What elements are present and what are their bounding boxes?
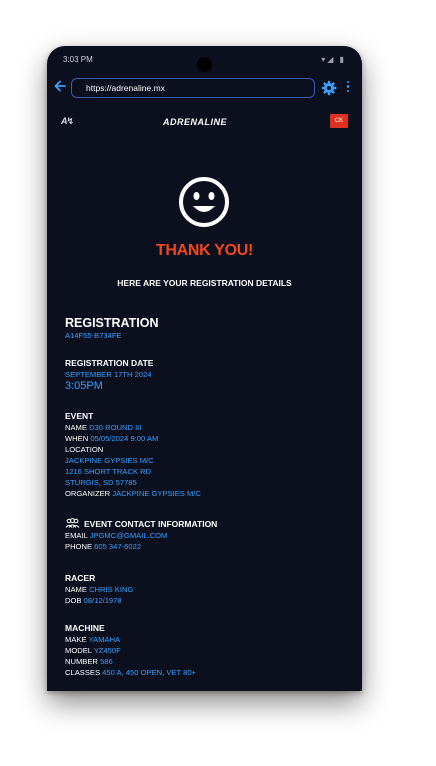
registration-id: A14F55-B734FE <box>65 331 122 340</box>
machine-model-value: YZ450F <box>93 646 121 655</box>
site-header <box>47 112 362 132</box>
event-name-value: D30 ROUND III <box>89 423 142 432</box>
machine-section <box>65 622 196 678</box>
back-arrow-icon[interactable] <box>53 79 71 97</box>
machine-classes-value: 450 A, 450 OPEN, VET 80+ <box>102 668 196 677</box>
event-heading: EVENT <box>65 411 94 421</box>
machine-number-label: NUMBER <box>65 657 98 666</box>
event-location-line3: STURGIS, SD 57785 <box>65 478 137 487</box>
details-subtitle: HERE ARE YOUR REGISTRATION DETAILS <box>117 278 292 288</box>
event-when-label: WHEN <box>65 434 89 443</box>
status-bar <box>47 46 362 72</box>
contact-email-label: EMAIL <box>65 531 88 540</box>
event-name-label: NAME <box>65 423 87 432</box>
smiley-icon <box>178 176 230 228</box>
machine-classes-label: CLASSES <box>65 668 101 677</box>
event-location-label: LOCATION <box>65 445 104 454</box>
ck-button[interactable]: CK <box>330 114 348 128</box>
contact-phone-value[interactable]: 605 347-6022 <box>94 542 142 551</box>
registration-heading: REGISTRATION <box>65 316 159 330</box>
racer-section <box>65 572 133 606</box>
contact-phone-label: PHONE <box>65 542 93 551</box>
racer-name-label: NAME <box>65 585 87 594</box>
racer-name-value: CHRIS KING <box>89 585 134 594</box>
event-organizer-value: JACKPINE GYPSIES M/C <box>112 489 201 498</box>
system-status-icons: ▾◢ ▮ <box>321 55 346 64</box>
more-menu-icon[interactable] <box>346 81 350 95</box>
brand-logo[interactable]: ADRENALINE <box>163 117 228 127</box>
contact-section <box>65 518 217 552</box>
thank-you-heading: THANK YOU! <box>155 242 254 259</box>
racer-dob-label: DOB <box>65 596 82 605</box>
phone-screen <box>47 46 362 691</box>
event-when-value: 05/05/2024 9:00 AM <box>90 434 159 443</box>
url-text: https://adrenaline.mx <box>86 83 165 93</box>
machine-model-label: MODEL <box>65 646 92 655</box>
machine-make-label: MAKE <box>65 635 87 644</box>
racer-heading: RACER <box>65 573 96 583</box>
machine-make-value: YAMAHA <box>88 635 121 644</box>
event-location-line2: 1216 SHORT TRACK RD <box>65 467 152 476</box>
registration-time-value: 3:05PM <box>65 380 103 392</box>
event-section <box>65 410 201 499</box>
camera-cutout <box>197 57 212 72</box>
registration-section <box>65 316 159 341</box>
registration-date-section <box>65 357 153 393</box>
status-time: 3:03 PM <box>63 55 93 64</box>
contact-email-value[interactable]: JPGMC@GMAIL.COM <box>89 531 168 540</box>
gear-icon[interactable] <box>321 80 337 96</box>
contact-heading: EVENT CONTACT INFORMATION <box>84 519 218 529</box>
registration-date-value: SEPTEMBER 17TH 2024 <box>65 370 152 379</box>
browser-toolbar <box>47 76 362 104</box>
a-logo[interactable]: A↯ <box>61 116 74 126</box>
machine-number-value: 586 <box>100 657 113 666</box>
people-icon <box>65 518 80 528</box>
registration-date-heading: REGISTRATION DATE <box>65 358 154 368</box>
machine-heading: MACHINE <box>65 623 105 633</box>
racer-dob-value: 08/12/1978 <box>83 596 122 605</box>
event-organizer-label: ORGANIZER <box>65 489 111 498</box>
event-location-line1: JACKPINE GYPSIES M/C <box>65 456 154 465</box>
url-bar[interactable] <box>71 78 315 98</box>
